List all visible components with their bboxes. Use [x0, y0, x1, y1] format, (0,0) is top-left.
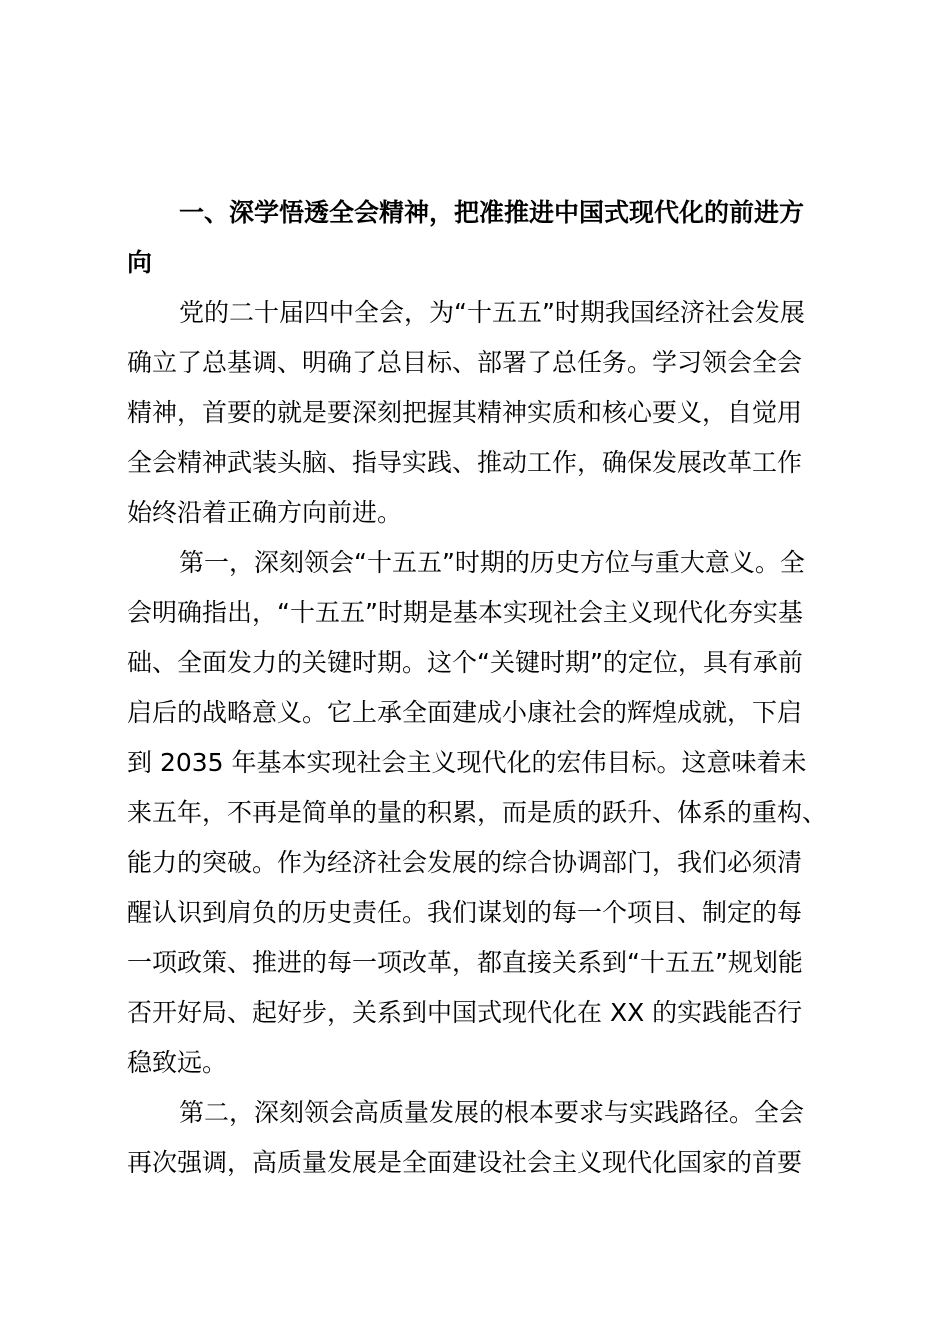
paragraph-line: 确立了总基调、明确了总目标、部署了总任务。学习领会全会 — [127, 348, 803, 377]
paragraph-intro — [127, 288, 827, 538]
document-page — [127, 188, 827, 1188]
paragraph-line: 第二，深刻领会高质量发展的根本要求与实践路径。全会 — [179, 1098, 805, 1127]
paragraph-line: 再次强调，高质量发展是全面建设社会主义现代化国家的首要 — [127, 1148, 803, 1177]
paragraph-second-point — [127, 1088, 827, 1188]
paragraph-line: 启后的战略意义。它上承全面建成小康社会的辉煌成就，下启 — [127, 698, 803, 727]
heading-line: 向 — [127, 248, 153, 277]
paragraph-line: 醒认识到肩负的历史责任。我们谋划的每一个项目、制定的每 — [127, 898, 803, 927]
paragraph-line: 能力的突破。作为经济社会发展的综合协调部门，我们必须清 — [127, 848, 803, 877]
paragraph-line: 全会精神武装头脑、指导实践、推动工作，确保发展改革工作 — [127, 448, 803, 477]
paragraph-line: 党的二十届四中全会，为“十五五”时期我国经济社会发展 — [179, 298, 805, 327]
paragraph-line: 始终沿着正确方向前进。 — [127, 498, 403, 527]
paragraph-line: 一项政策、推进的每一项改革，都直接关系到“十五五”规划能 — [127, 948, 803, 977]
heading-line: 一、深学悟透全会精神，把准推进中国式现代化的前进方 — [179, 198, 805, 227]
paragraph-line: 到 2035 年基本实现社会主义现代化的宏伟目标。这意味着未 — [127, 748, 807, 777]
paragraph-line: 否开好局、起好步，关系到中国式现代化在 XX 的实践能否行 — [127, 998, 803, 1027]
paragraph-line: 第一，深刻领会“十五五”时期的历史方位与重大意义。全 — [179, 548, 805, 577]
paragraph-line: 稳致远。 — [127, 1048, 228, 1077]
paragraph-line: 会明确指出，“十五五”时期是基本实现社会主义现代化夯实基 — [127, 598, 803, 627]
section-heading — [127, 188, 827, 288]
paragraph-line: 础、全面发力的关键时期。这个“关键时期”的定位，具有承前 — [127, 648, 803, 677]
paragraph-line: 精神，首要的就是要深刻把握其精神实质和核心要义，自觉用 — [127, 398, 803, 427]
paragraph-line: 来五年，不再是简单的量的积累，而是质的跃升、体系的重构、 — [127, 798, 828, 827]
paragraph-first-point — [127, 538, 827, 1088]
